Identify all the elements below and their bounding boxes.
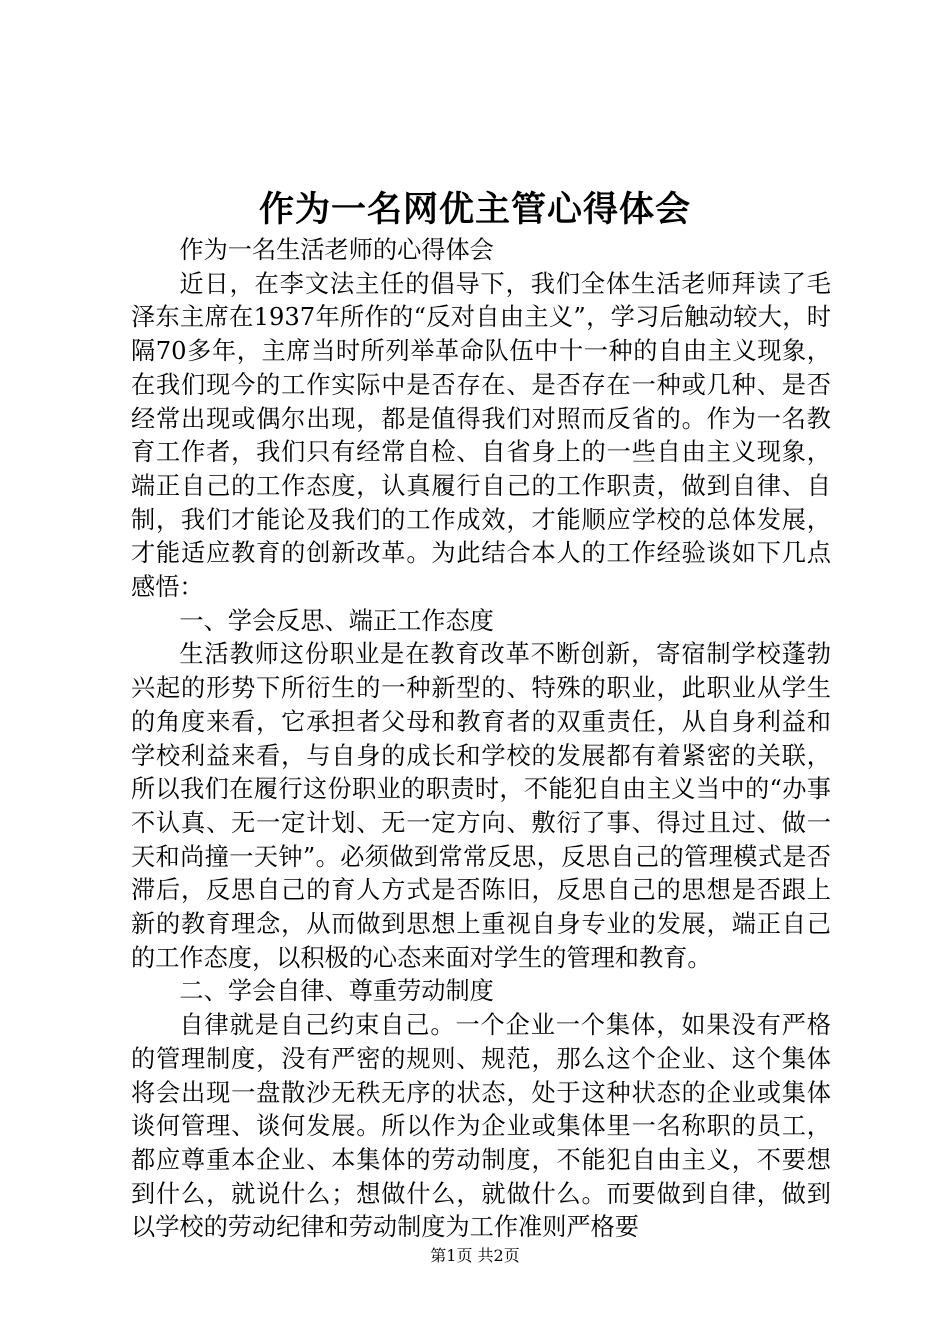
section-heading: 二、学会自律、尊重劳动制度: [179, 977, 494, 1006]
body-paragraph: 近日，在李文法主任的倡导下，我们全体生活老师拜读了毛泽东主席在1937年所作的“反对自由主义”，学习后触动较大，时隔70多年，主席当时所列举革命队伍中十一种的自由主义现象，在我们现今的工作实际中是否存在、是否存在一种或几种、是否经常出现或偶尔出现，都是值得我们对照而反省的。作为一名教育工作者，我们只有经常自检、自省身上的一些自由主义现象，端正自己的工作态度，认真履行自己的工作职责，做到自律、自制，我们才能论及我们的工作成效，才能顺应学校的总体发展，才能适应教育的创新改革。为此结合本人的工作经验谈如下几点感悟：: [131, 269, 831, 602]
section-heading: 作为一名生活老师的心得体会: [179, 236, 494, 264]
page-number-footer: 第1页 共2页: [430, 1246, 520, 1265]
body-paragraph: 自律就是自己约束自己。一个企业一个集体，如果没有严格的管理制度，没有严密的规则、规范，那么这个企业、这个集体将会出现一盘散沙无秩无序的状态，处于这种状态的企业或集体谈何管理、谈何发展。所以作为企业或集体里一名称职的员工，都应尊重本企业、本集体的劳动制度，不能犯自由主义，不要想到什么，就说什么；想做什么，就做什么。而要做到自律，做到以学校的劳动纪律和劳动制度为工作准则严格要: [131, 1011, 831, 1242]
section-heading: 一、学会反思、端正工作态度: [179, 606, 494, 635]
body-paragraph: 生活教师这份职业是在教育改革不断创新，寄宿制学校蓬勃兴起的形势下所衍生的一种新型的、特殊的职业，此职业从学生的角度来看，它承担者父母和教育者的双重责任，从自身利益和学校利益来看，与自身的成长和学校的发展都有着紧密的关联，所以我们在履行这份职业的职责时，不能犯自由主义当中的“办事不认真、无一定计划、无一定方向、敷衍了事、得过且过、做一天和尚撞一天钟”。必须做到常常反思，反思自己的管理模式是否滞后，反思自己的育人方式是否陈旧，反思自己的思想是否跟上新的教育理念，从而做到思想上重视自身专业的发展，端正自己的工作态度，以积极的心态来面对学生的管理和教育。: [131, 640, 831, 972]
document-title: 作为一名网优主管心得体会: [258, 189, 691, 230]
document-body: [131, 234, 831, 1245]
